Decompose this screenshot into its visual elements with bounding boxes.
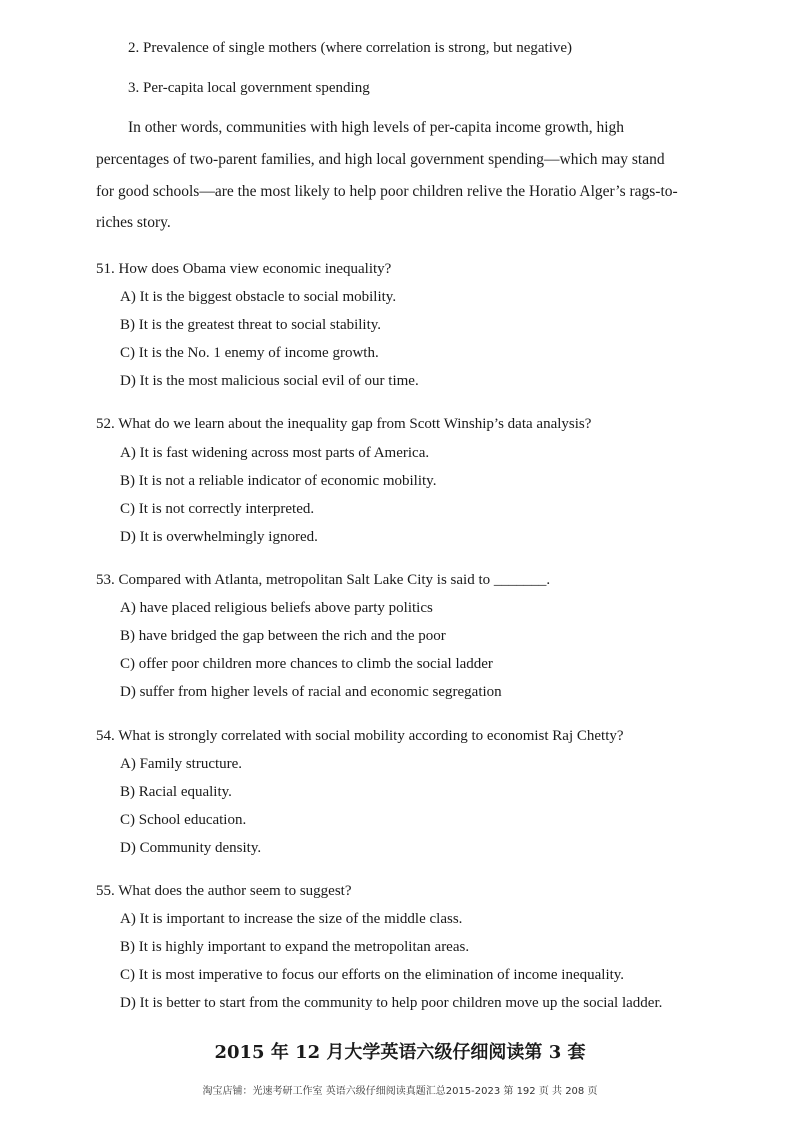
paragraph-line: In other words, communities with high levels of per-capita income growth, high (128, 119, 625, 136)
question-stem: 52. What do we learn about the inequality gap from Scott Winship’s data analysis? (96, 416, 592, 432)
answer-option: B) It is highly important to expand the metropolitan areas. (120, 939, 470, 955)
list-item: 3. Per-capita local government spending (128, 80, 370, 96)
answer-option: B) It is the greatest threat to social stability. (120, 317, 382, 333)
answer-option: D) Community density. (120, 840, 262, 856)
answer-option: B) have bridged the gap between the rich and the poor (120, 628, 446, 644)
answer-option: D) It is the most malicious social evil of our time. (120, 373, 419, 389)
answer-option: C) It is not correctly interpreted. (120, 501, 315, 517)
answer-option: D) It is better to start from the community to help poor children move up the social ladder. (120, 995, 663, 1011)
answer-option: A) Family structure. (120, 756, 243, 772)
answer-option: A) It is fast widening across most parts of America. (120, 445, 430, 461)
answer-option: C) School education. (120, 812, 247, 828)
answer-option: A) have placed religious beliefs above party politics (120, 600, 433, 616)
question-stem: 51. How does Obama view economic inequality? (96, 261, 392, 277)
answer-option: A) It is important to increase the size of the middle class. (120, 911, 463, 927)
answer-option: B) Racial equality. (120, 784, 232, 800)
question-stem: 55. What does the author seem to suggest? (96, 883, 352, 899)
paragraph-line: riches story. (96, 214, 171, 231)
answer-option: A) It is the biggest obstacle to social mobility. (120, 289, 397, 305)
answer-option: D) It is overwhelmingly ignored. (120, 529, 318, 545)
list-item: 2. Prevalence of single mothers (where correlation is strong, but negative) (128, 40, 573, 56)
section-title: 2015 年 12 月大学英语六级仔细阅读第 3 套 (214, 1042, 586, 1063)
question-stem: 54. What is strongly correlated with social mobility according to economist Raj Chetty? (96, 728, 624, 744)
answer-option: C) offer poor children more chances to climb the social ladder (120, 656, 493, 672)
paragraph-line: percentages of two-parent families, and high local government spending—which may stand (96, 151, 665, 168)
answer-option: C) It is most imperative to focus our efforts on the elimination of income inequality. (120, 967, 625, 983)
answer-option: D) suffer from higher levels of racial and economic segregation (120, 684, 502, 700)
question-stem: 53. Compared with Atlanta, metropolitan Salt Lake City is said to _______. (96, 572, 551, 588)
answer-option: B) It is not a reliable indicator of economic mobility. (120, 473, 437, 489)
paragraph-line: for good schools—are the most likely to help poor children relive the Horatio Alger’s rags-to- (96, 183, 678, 200)
page-footer: 淘宝店铺：光速考研工作室 英语六级仔细阅读真题汇总2015-2023 第 192 页 共 208 页 (202, 1086, 598, 1097)
answer-option: C) It is the No. 1 enemy of income growth. (120, 345, 379, 361)
